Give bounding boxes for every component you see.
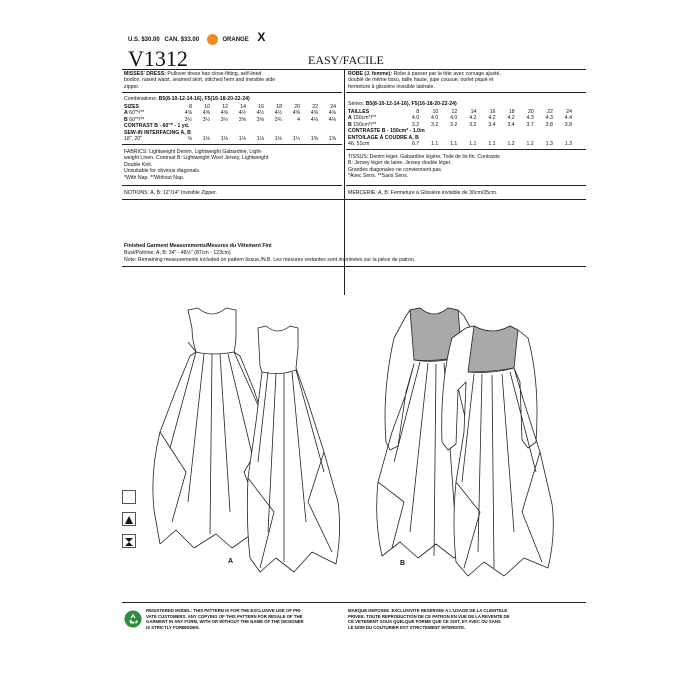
table-row: A 60"*/** 4⅝ 4⅝ 4⅝ 4½ 4½ 4½ 4⅝ 4⅝ 4⅝ <box>124 110 336 117</box>
divider <box>122 69 586 70</box>
price-line <box>128 30 268 45</box>
divider <box>122 144 342 145</box>
table-row: A 150cm*/** 4.0 4.0 4.0 4.2 4.2 4.2 4.3 4.3 4.4 <box>348 115 572 122</box>
cross-mark: X <box>257 30 266 44</box>
english-fabrics: FABRICS: Lightweight Denim, Lightweight Gabardine, Light- weight Linen. Contrast B: Lightweight Wool Jersey, Lightweight Double Knit. Unsuitable for obvious diagonals. *With Nap. **Without Nap. <box>124 149 269 181</box>
french-description: ROBE (J. femme): Robe à passer par la tête avec corsage ajusté, doublé de même tissu, taille haute, jupe cousue, ourlet piqué et fermeture à glissière invisible latérale. <box>348 71 501 90</box>
divider <box>346 185 586 186</box>
divider <box>122 92 342 93</box>
combinations: Combinations: B5(8-10-12-14-16), F5(16-18-20-22-24) <box>124 96 250 102</box>
english-description: MISSES' DRESS: Pullover dress has close-fitting, self-lined bodice, raised waist, seamed skirt, stitched hem and invisible side zipper. <box>124 71 276 90</box>
price-us: U.S. $30.00 <box>128 37 160 43</box>
french-copyright: MARQUE DEPOSEE. EXCLUSIVITE RESERVEE A L'USAGE DE LA CLIENTELE PRIVEE. TOUTE REPRODUCTION DE CE PATRON EN VUE DE LA REVENTE DE CE VETEMENT SOUS QUELQUE FORME QUE CE SOIT, ET AVEC OU SANS LE NOM DU COUTURIER EST STRICTEMENT INTERDITE. <box>348 608 510 630</box>
difficulty-label: EASY/FACILE <box>308 53 384 67</box>
table-row: B 150cm*/** 3.2 3.2 3.2 3.2 3.4 3.4 3.7 3.8 3.8 <box>348 121 572 128</box>
divider <box>346 149 586 150</box>
divider <box>346 92 586 93</box>
french-fabrics: TISSUS: Denim léger, Gabardine légère, Toile de lin fin. Contraste B: Jersey léger de laine, Jersey double léger. Grandes diagonales ne conviennent pas. *Avec Sens. **Sans Sens. <box>348 154 500 180</box>
finished-heading: Finished Garment Measurements/Mesures du Vêtement Fini <box>124 243 272 249</box>
table-row: 18", 20" ⅝ 1⅛ 1⅛ 1⅛ 1⅛ 1⅛ 1¼ 1⅜ 1⅜ <box>124 136 336 143</box>
view-b-label: B <box>400 560 406 567</box>
table-row: B 60"*/** 3½ 3½ 3½ 3⅝ 3⅝ 3¾ 4 4⅛ 4⅛ <box>124 116 336 123</box>
view-a-back-drawing <box>247 326 339 572</box>
divider <box>122 199 586 200</box>
color-name: ORANGE <box>222 37 249 43</box>
view-a-label: A <box>228 558 234 565</box>
french-notions: MERCERIE: A, B: Fermeture à Glissière invisible de 30cm/35cm. <box>348 190 498 196</box>
english-yardage-table: SIZES 8 10 12 14 16 18 20 22 24 A 60"*/** 4⅝ 4⅝ 4⅝ 4½ 4½ 4½ 4⅝ 4⅝ 4⅝ B 60"*/** 3½ 3½ 3½ 3⅝ 3⅝ 3¾ 4 4⅛ 4⅛ CONTRAST B - 60"* - 1 yd. SEW-IN INTERFACING A, B 18", 20" ⅝ 1⅛ 1⅛ 1⅛ 1⅛ 1⅛ 1¼ 1⅜ 1⅜ <box>124 104 336 143</box>
english-copyright: REGISTERED MODEL: THIS PATTERN IS FOR THE EXCLUSIVE USE OF PRI- VATE CUSTOMERS. ANY COPYING OF THIS PATTERN FOR RESALE OF THE GARMENT IN ANY FORM, WITH OR WITHOUT THE NAME OF THE DESIGNER IS STRICTLY FORBIDDEN. <box>146 608 304 630</box>
triangle-up-icon <box>123 514 135 526</box>
recycle-icon <box>124 610 142 628</box>
pattern-number: V1312 <box>128 46 188 71</box>
divider <box>122 266 586 267</box>
table-row: 46, 51cm 0.7 1.1 1.1 1.1 1.1 1.2 1.2 1.3 1.3 <box>348 141 572 148</box>
color-dot-icon <box>207 34 218 45</box>
hourglass-box <box>122 534 136 548</box>
pattern-envelope-back <box>112 22 596 682</box>
technical-drawings <box>112 272 596 602</box>
finished-note: Note: Remaining measurements included on pattern tissue./N.B. Les mesures restantes sont imprimées sur la pièce de patron. <box>124 257 416 263</box>
divider <box>122 185 342 186</box>
price-can: CAN. $33.00 <box>164 37 200 43</box>
english-notions: NOTIONS: A, B: 12"/14" Invisible Zipper. <box>124 190 218 196</box>
finished-bust: Bust/Poitrine: A, B: 34" - 48½" (87cm - 123cm) <box>124 250 231 256</box>
series: Séries: B5(8-10-12-14-16), F5(16-18-20-22-24) <box>348 101 457 107</box>
hourglass-icon <box>123 536 135 548</box>
french-yardage-table: TAILLES 8 10 12 14 16 18 20 22 24 A 150cm*/** 4.0 4.0 4.0 4.2 4.2 4.2 4.3 4.3 4.4 B 150cm*/** 3.2 3.2 3.2 3.2 3.4 3.4 3.7 3.8 3.8 CONTRASTE B - 150cm* - 1.0m ENTOILAGE À COUDRE A, B 46, 51cm 0.7 1.1 1.1 1.1 1.1 1.2 1.2 1.3 1.3 <box>348 109 572 148</box>
empty-box <box>122 490 136 504</box>
divider <box>122 602 586 603</box>
triangle-box <box>122 512 136 526</box>
